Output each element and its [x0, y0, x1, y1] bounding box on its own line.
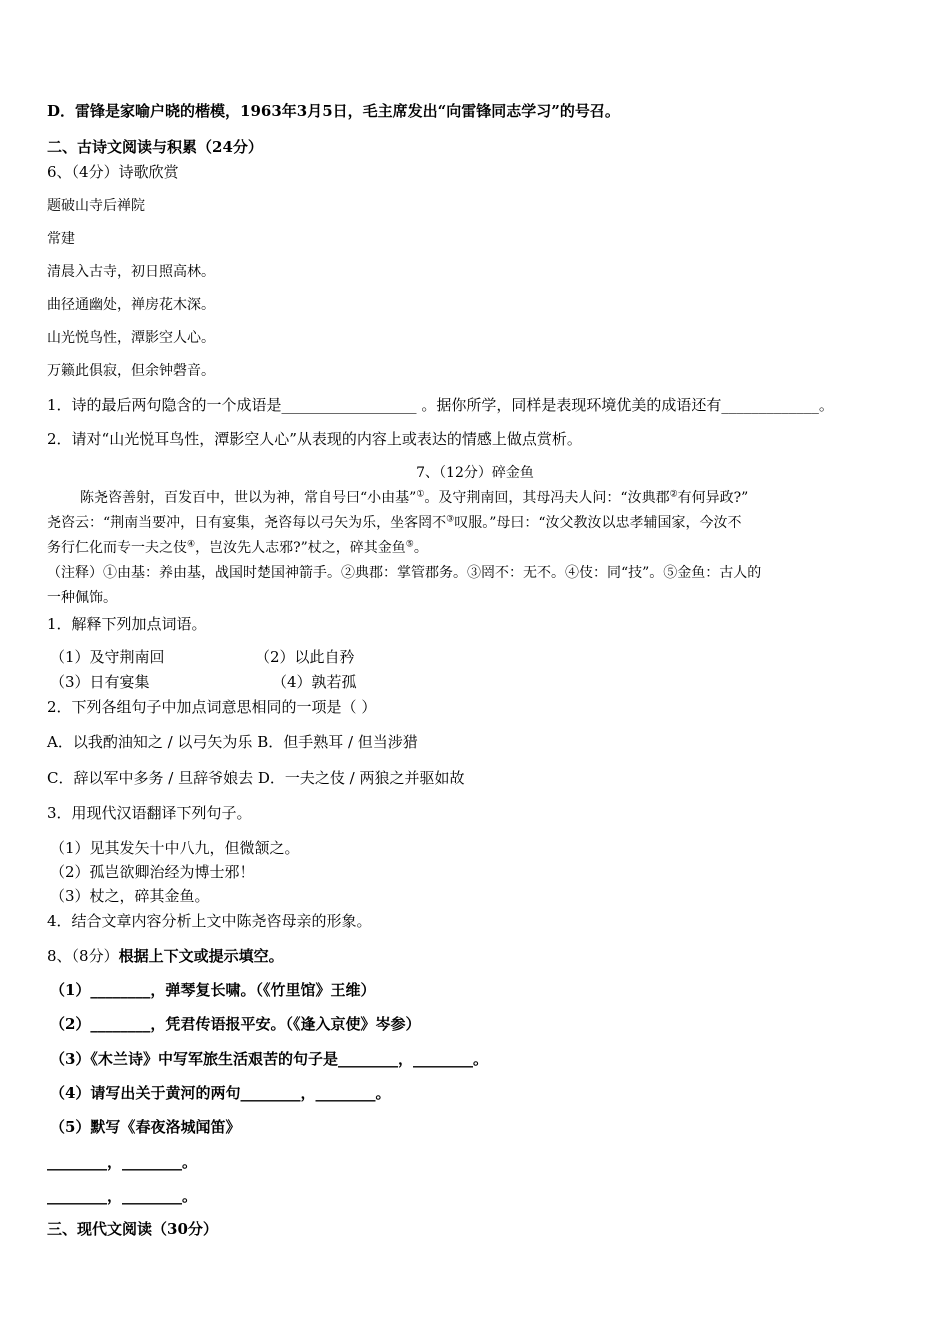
q7-options-ab: A．以我酌油知之 / 以弓矢为乐 B．但手熟耳 / 但当涉猎 [47, 733, 418, 751]
q7-header: 7、（12分）碎金鱼 [416, 465, 534, 481]
q6-sub2: 2．请对“山光悦耳鸟性，潭影空人心”从表现的内容上或表达的情感上做点赏析。 [47, 430, 582, 448]
fill-item: （1）________，弹琴复长啸。（《竹里馆》王维） [50, 981, 376, 999]
q7-sub3: 3．用现代汉语翻译下列句子。 [47, 804, 252, 822]
poem-author: 常建 [47, 231, 75, 247]
fill-blank-line: ________，________。 [47, 1187, 198, 1205]
fill-item: （5）默写《春夜洛城闻笛》 [50, 1118, 241, 1136]
q8-header: 8、（8分）根据上下文或提示填空。 [47, 947, 284, 965]
translate-item: （3）杖之，碎其金鱼。 [50, 887, 210, 905]
annotation-line: 一种佩饰。 [47, 590, 117, 606]
q7-options-cd: C．辞以军中多务 / 旦辞爷娘去 D．一夫之伎 / 两狼之并驱如故 [47, 769, 465, 787]
fill-item: （4）请写出关于黄河的两句________，________。 [50, 1084, 391, 1102]
word-item: （3）日有宴集 [50, 673, 150, 691]
passage-line-3: 务行仁化而专一夫之伎④，岂汝先人志邪?”杖之，碎其金鱼⑤。 [47, 539, 428, 556]
q7-sub1: 1．解释下列加点词语。 [47, 615, 207, 633]
q6-header: 6、（4分）诗歌欣赏 [47, 163, 179, 181]
passage-line-2: 尧咨云：“荆南当要冲，日有宴集，尧咨每以弓矢为乐，坐客罔不③叹服。”母曰：“汝父教汝以忠孝辅国家，今汝不 [47, 514, 742, 531]
poem-line: 清晨入古寺，初日照高林。 [47, 264, 215, 280]
q6-sub1: 1．诗的最后两句隐含的一个成语是__________________ 。据你所学，同样是表现环境优美的成语还有_____________。 [47, 396, 834, 414]
word-item: （4）孰若孤 [272, 673, 357, 691]
translate-item: （2）孤岂欲卿治经为博士邪！ [50, 863, 255, 881]
poem-line: 万籁此俱寂，但余钟磬音。 [47, 363, 215, 379]
option-d: D．雷锋是家喻户晓的楷模，1963年3月5日，毛主席发出“向雷锋同志学习”的号召。 [47, 102, 620, 120]
translate-item: （1）见其发矢十中八九，但微颔之。 [50, 839, 300, 857]
fill-item: （2）________，凭君传语报平安。（《逢入京使》岑参） [50, 1015, 421, 1033]
fill-item: （3）《木兰诗》中写军旅生活艰苦的句子是________，________。 [50, 1050, 488, 1068]
poem-title: 题破山寺后禅院 [47, 198, 145, 214]
section-2-heading: 二、古诗文阅读与积累（24分） [47, 138, 263, 156]
annotation-line: （注释）①由基：养由基，战国时楚国神箭手。②典郡：掌管郡务。③罔不：无不。④伎：同“技”。⑤金鱼：古人的 [47, 565, 762, 581]
q7-sub4: 4．结合文章内容分析上文中陈尧咨母亲的形象。 [47, 912, 372, 930]
q7-sub2: 2．下列各组句子中加点词意思相同的一项是（ ） [47, 698, 377, 716]
poem-line: 曲径通幽处，禅房花木深。 [47, 297, 215, 313]
section-3-heading: 三、现代文阅读（30分） [47, 1220, 218, 1238]
word-item: （1）及守荆南回 [50, 648, 165, 666]
fill-blank-line: ________，________。 [47, 1153, 198, 1171]
passage-line-1: 陈尧咨善射，百发百中，世以为神，常自号曰“小由基”①。及守荆南回，其母冯夫人问：“汝典郡②有何异政?” [80, 489, 749, 506]
word-item: （2）以此自矜 [255, 648, 355, 666]
poem-line: 山光悦鸟性，潭影空人心。 [47, 330, 215, 346]
